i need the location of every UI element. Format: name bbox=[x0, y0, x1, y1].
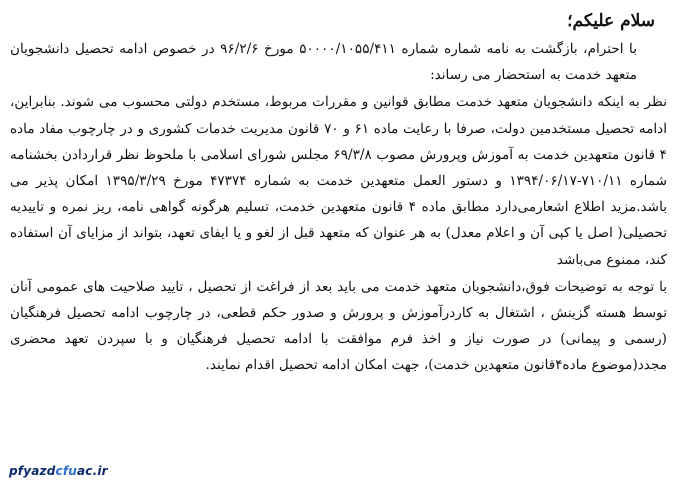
legal-paragraph: نظر به اینکه دانشجویان متعهد خدمت مطابق قوانین و مقررات مربوط، مستخدم دولتی محسوب می شوند. بنابراین، ادامه تحصیل مستخدمین دولت، صرفا با رعایت ماده ۶۱ و ۷۰ قانون مدیریت خدمات کشوری و در چارچوب مفاد ماده ۴ قانون متعهدین خدمت به آموزش وپرورش مصوب ۶۹/۳/۸ مجلس شورای اسلامی با ملحوظ نظر قراردادن بخشنامه شماره ۷۱۰/۱۱-۱۳۹۴/۰۶/۱۷ و دستور العمل متعهدین خدمت به شماره ۴۷۳۷۴ مورخ ۱۳۹۵/۳/۲۹ امکان پذیر می باشد.مزید اطلاع اشعارمی‌دارد مطابق ماده ۴ قانون متعهدین خدمت، تسلیم هرگونه گواهی نامه، ریز نمره و تاییدیه تحصیلی( اصل یا کپی آن و اعلام معدل) به هر عنوان که متعهد قبل از لغو و یا ایفای تعهد، بتواند از مزایای آن استفاده کند، ممنوع می‌باشد bbox=[10, 94, 668, 268]
conclusion-paragraph: با توجه به توضیحات فوق،دانشجویان متعهد خدمت می باید بعد از فراغت از تحصیل ، تایید صلاحیت های عمومی آنان توسط هسته گزینش ، اشتغال به کاردرآموزش و پرورش و صدور حکم قطعی، در چارچوب ادامه تحصیل فرهنگیان (رسمی و پیمانی) در صورت نیاز و اخذ فرم موافقت با ادامه تحصیل فرهنگیان و با سپردن تعهد محضری مجدد(موضوع ماده۴قانون متعهدین خدمت)، جهت امکان ادامه تحصیل اقدام نمایند. bbox=[10, 278, 667, 374]
watermark-part-1: pfyazd bbox=[9, 464, 56, 478]
intro-paragraph: با احترام، بازگشت به نامه شماره شماره ۵۰۰۰۰/۱۰۵۵/۴۱۱ مورخ ۹۶/۲/۶ در خصوص ادامه تحصیل دانشجویان متعهد خدمت به استحضار می رساند: bbox=[10, 41, 637, 84]
site-watermark bbox=[6, 463, 111, 479]
watermark-part-3: ac.ir bbox=[77, 464, 108, 478]
greeting-heading: سلام علیکم؛ bbox=[567, 11, 655, 31]
watermark-part-2: cfu bbox=[55, 464, 77, 478]
